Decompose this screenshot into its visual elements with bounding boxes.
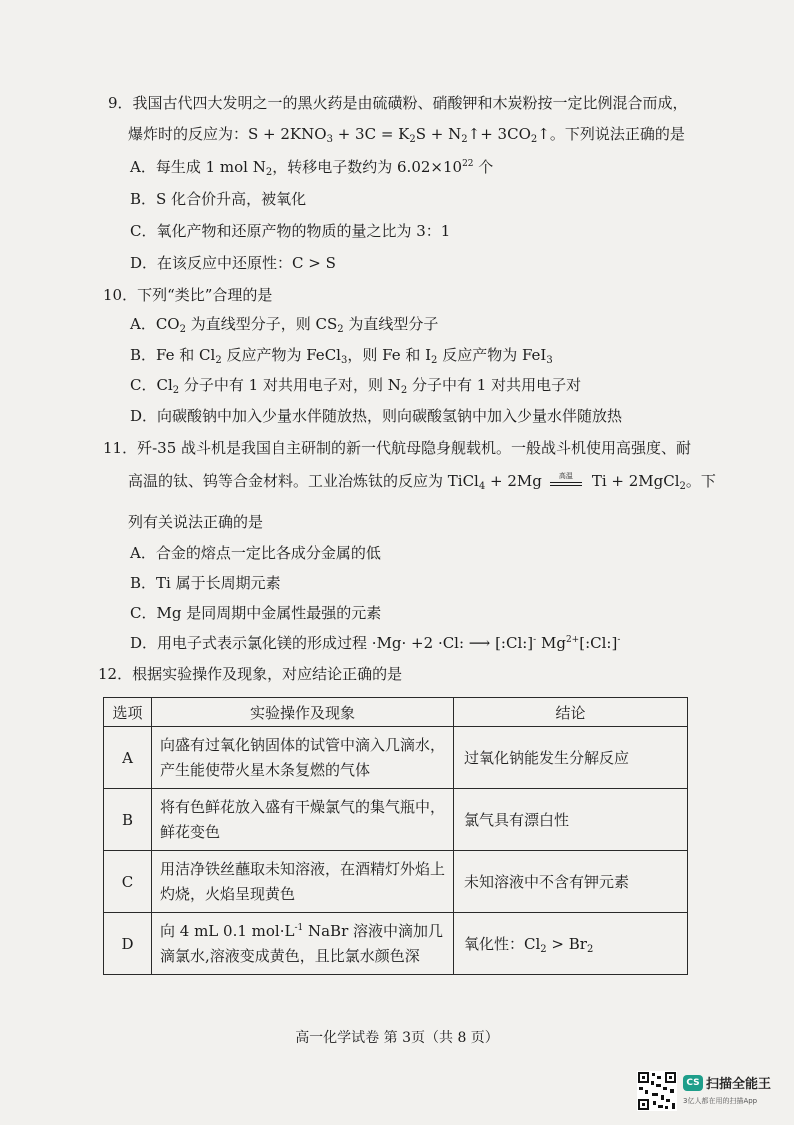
q9-option-c: C．氧化产物和还原产物的物质的量之比为 3：1 <box>130 222 451 240</box>
table-row <box>104 913 688 975</box>
q9-option-a: A．每生成 1 mol $N_2$，转移电子数约为 $6.02\times 10^{22}$ 个 <box>130 158 494 178</box>
q10-option-b: B．Fe 和 $Cl_2$ 反应产物为 FeCl$_3$，则 Fe 和 $I_2$ 反应产物为 FeI$_3$ <box>130 346 553 366</box>
q10-option-a: A．$CO_2$ 为直线型分子，则 $CS_2$ 为直线型分子 <box>130 315 439 335</box>
q11-stem-line1: 11．歼-35 战斗机是我国自主研制的新一代航母隐身舰载机。一般战斗机使用高强度、耐 <box>103 439 692 457</box>
q12-stem: 12．根据实验操作及现象，对应结论正确的是 <box>98 665 403 683</box>
reaction-condition: 高温 <box>550 476 582 486</box>
row-option: C <box>104 851 152 913</box>
q10-option-c: C．$Cl_2$ 分子中有 1 对共用电子对，则 $N_2$ 分子中有 1 对共用电子对 <box>130 376 582 396</box>
q9-stem-line2: 爆炸时的反应为：$S + 2KNO_3 + 3C = K_2S$ + $N_2↑+$ $3CO_2↑$。下列说法正确的是 <box>128 125 685 145</box>
row-conclusion: 氯气具有漂白性 <box>454 789 688 851</box>
row-operation: 向 4 mL 0.1 $mol\cdot L^{-1}$ NaBr 溶液中滴加几滴氯水,溶液变成黄色，且比氯水颜色深 <box>152 913 454 975</box>
watermark-title: 扫描全能王 <box>706 1077 772 1092</box>
q9-option-d: D．在该反应中还原性：C > S <box>130 254 336 272</box>
q11-stem-line3: 列有关说法正确的是 <box>128 513 264 531</box>
table-row <box>104 789 688 851</box>
row-conclusion: 氧化性：$Cl_2 > Br_2$ <box>454 913 688 975</box>
row-operation: 用洁净铁丝蘸取未知溶液，在酒精灯外焰上灼烧，火焰呈现黄色 <box>152 851 454 913</box>
table-row <box>104 727 688 789</box>
header-operation: 实验操作及现象 <box>152 698 454 727</box>
row-conclusion: 未知溶液中不含有钾元素 <box>454 851 688 913</box>
q10-stem: 10．下列“类比”合理的是 <box>103 286 273 304</box>
table-header-row <box>104 698 688 727</box>
row-operation: 向盛有过氧化钠固体的试管中滴入几滴水，产生能使带火星木条复燃的气体 <box>152 727 454 789</box>
qr-code-icon <box>637 1071 677 1111</box>
row-option: B <box>104 789 152 851</box>
page-footer: 高一化学试卷 第 3页（共 8 页） <box>295 1030 499 1046</box>
watermark-subtitle: 3亿人都在用的扫描App <box>683 1097 758 1105</box>
header-conclusion: 结论 <box>454 698 688 727</box>
table-row <box>104 851 688 913</box>
q9-stem-line1: 9．我国古代四大发明之一的黑火药是由硫磺粉、硝酸钾和木炭粉按一定比例混合而成， <box>108 94 688 112</box>
q9-option-b: B．S 化合价升高，被氧化 <box>130 190 307 208</box>
q11-option-b: B．Ti 属于长周期元素 <box>130 574 281 592</box>
q11-option-d: D．用电子式表示氯化镁的形成过程 ·Mg· +2 ·Cl: ⟶ [:Cl:]- $Mg^{2+}[:Cl:]^-$ <box>130 634 621 652</box>
row-option: D <box>104 913 152 975</box>
q11-stem-line2: 高温的钛、钨等合金材料。工业冶炼钛的反应为 TiCl$_4$ + 2Mg 高温 Ti + 2MgCl$_2$。下 <box>128 472 716 492</box>
row-operation: 将有色鲜花放入盛有干燥氯气的集气瓶中，鲜花变色 <box>152 789 454 851</box>
q11-option-c: C．Mg 是同周期中金属性最强的元素 <box>130 604 382 622</box>
camscanner-logo-icon: CS <box>683 1075 703 1091</box>
header-option: 选项 <box>104 698 152 727</box>
row-conclusion: 过氧化钠能发生分解反应 <box>454 727 688 789</box>
q10-option-d: D．向碳酸钠中加入少量水伴随放热，则向碳酸氢钠中加入少量水伴随放热 <box>130 407 623 425</box>
experiment-table <box>103 697 688 975</box>
q11-option-a: A．合金的熔点一定比各成分金属的低 <box>130 544 381 562</box>
row-option: A <box>104 727 152 789</box>
